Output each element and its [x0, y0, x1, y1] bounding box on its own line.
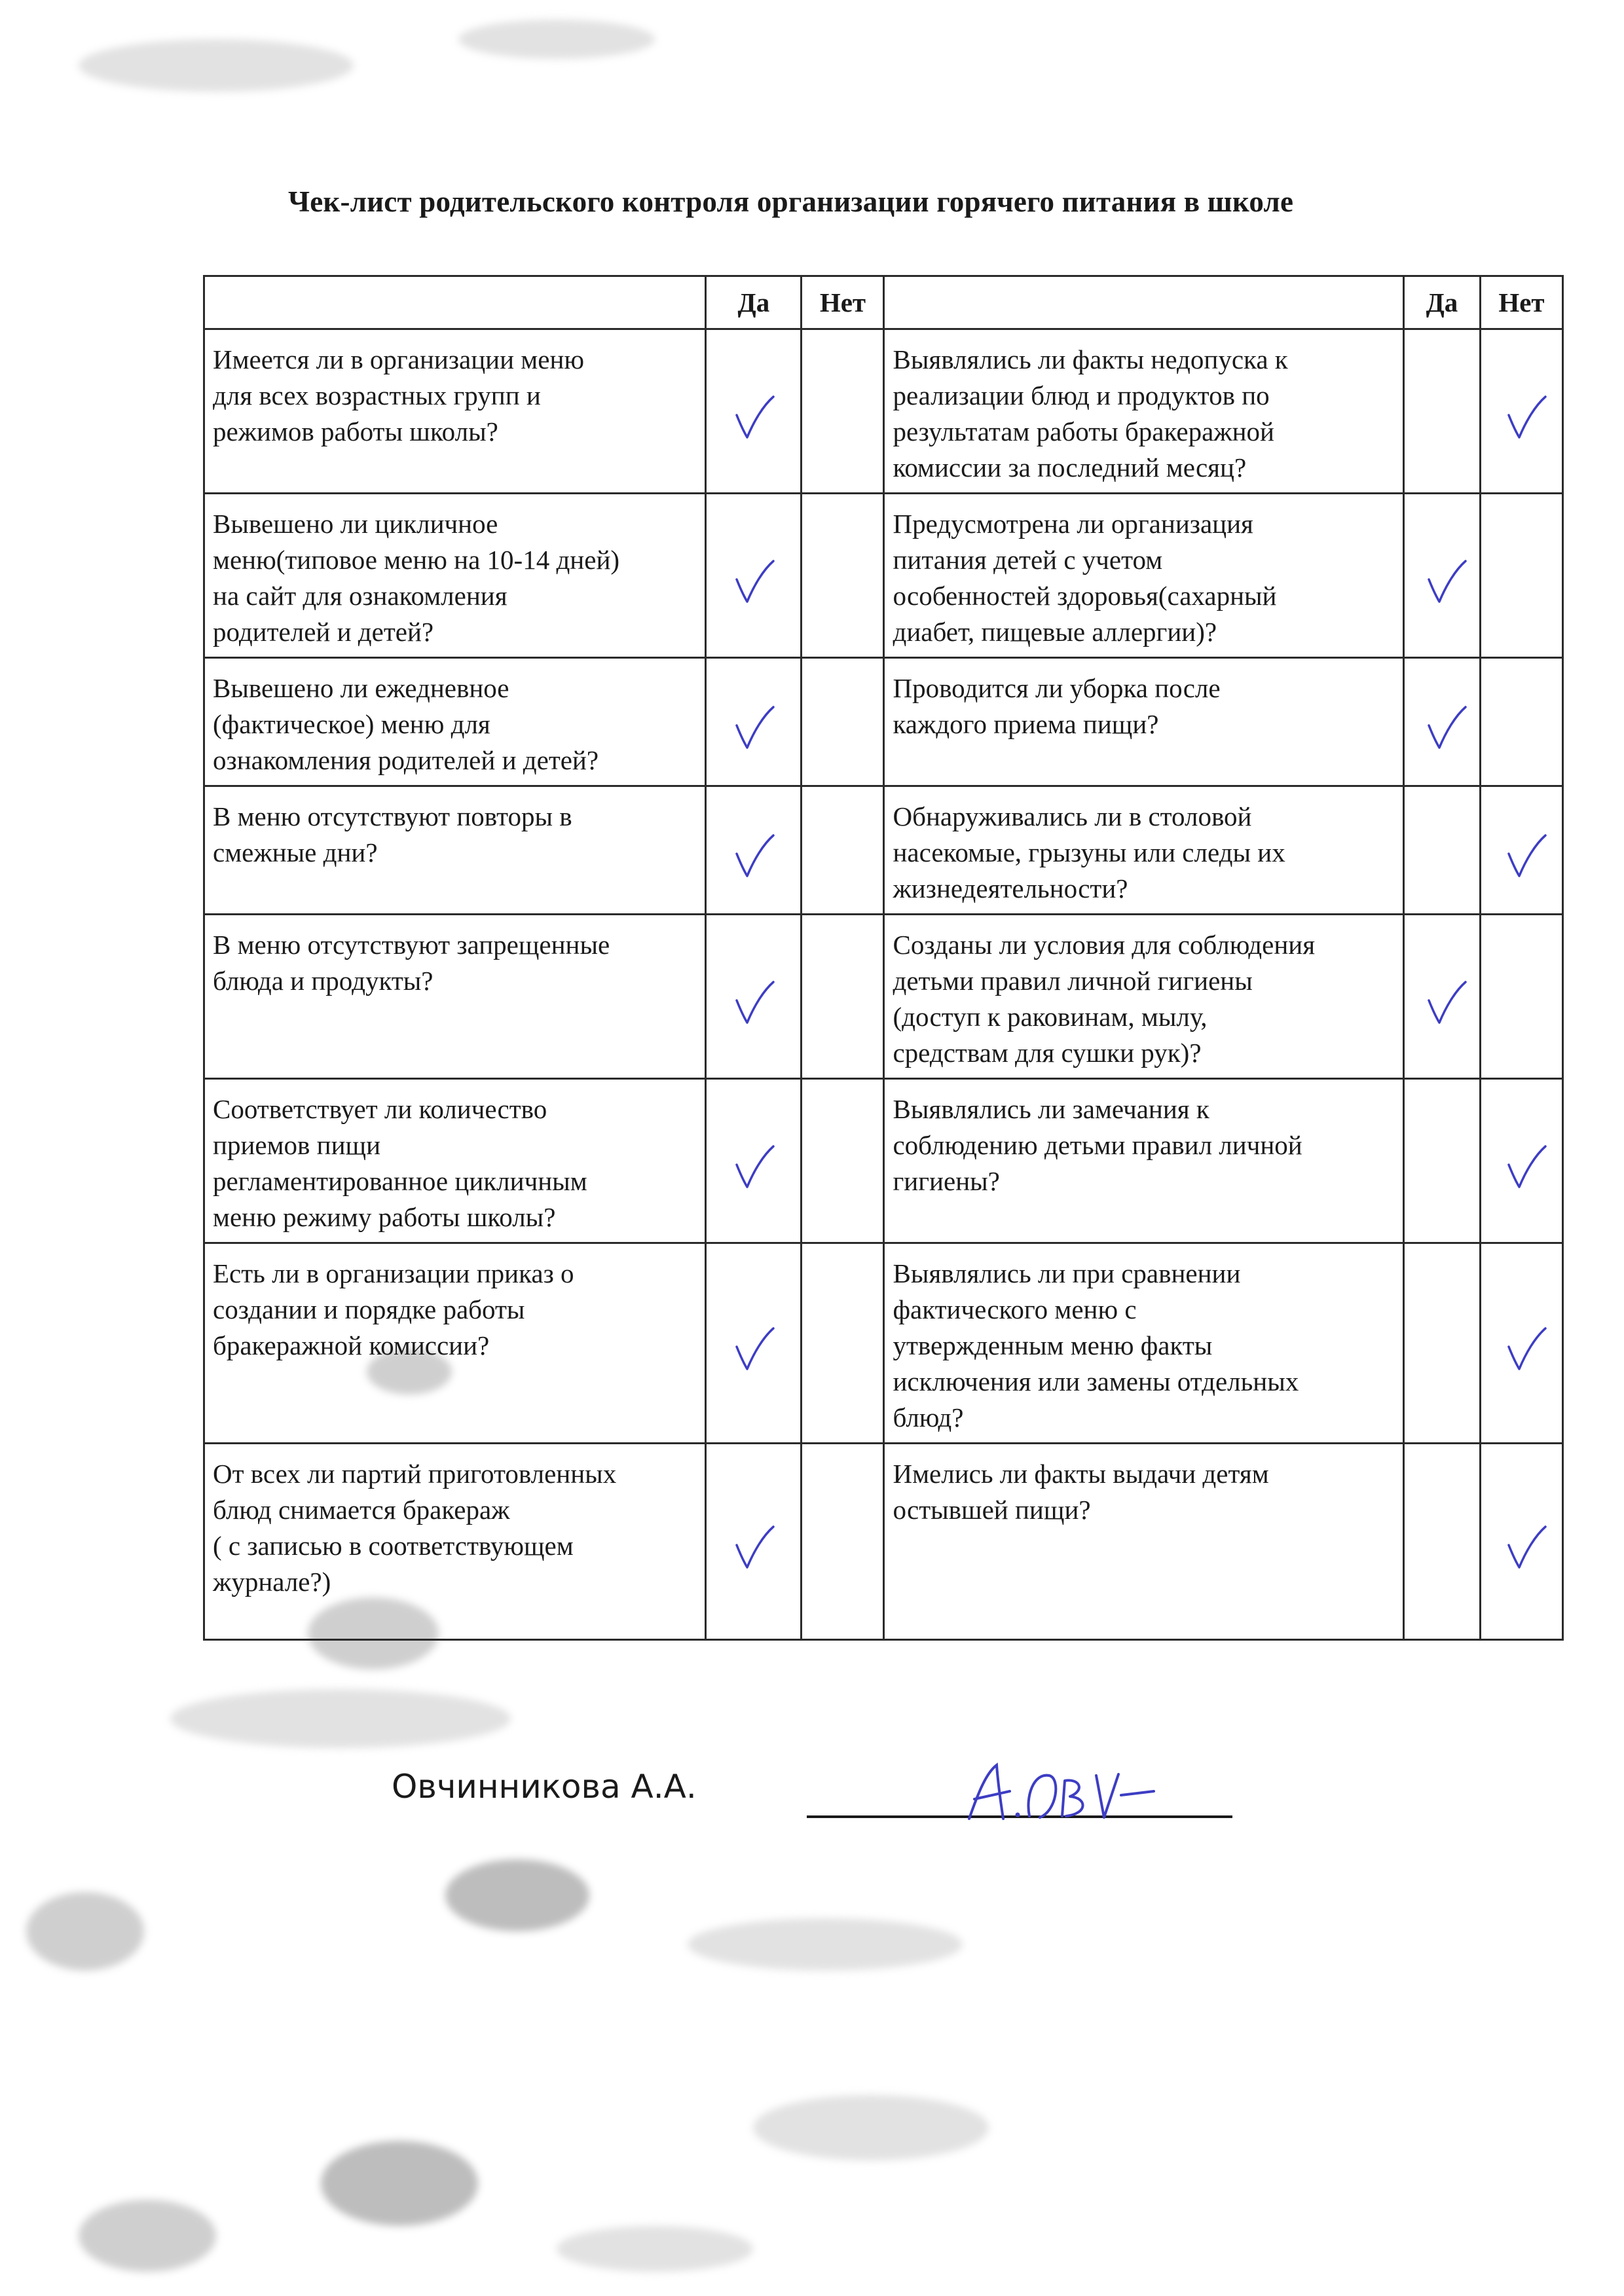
- checkmark-icon: [733, 704, 776, 752]
- cell-no-left: [802, 1444, 884, 1640]
- checkmark-icon: [733, 1326, 776, 1373]
- cell-yes-left: [706, 1444, 802, 1640]
- cell-no-right: [1480, 915, 1562, 1079]
- checklist-table: [203, 275, 1564, 1641]
- cell-yes-right: [1403, 494, 1480, 658]
- question-left: Имеется ли в организации меню для всех возрастных групп и режимов работы школы?: [213, 344, 585, 446]
- cell-yes-right: [1403, 1243, 1480, 1444]
- checkmark-icon: [1425, 979, 1468, 1027]
- table-row: [204, 1079, 1563, 1243]
- table-row: [204, 658, 1563, 786]
- question-right: Выявлялись ли при сравнении фактического меню с утвержденным меню факты исключения или замены отдельных блюд?: [893, 1258, 1299, 1432]
- question-left: В меню отсутствуют запрещенные блюда и продукты?: [213, 930, 610, 996]
- question-right: Проводится ли уборка после каждого приема пищи?: [893, 673, 1221, 739]
- cell-no-right: [1480, 786, 1562, 915]
- question-left: В меню отсутствуют повторы в смежные дни?: [213, 801, 572, 867]
- cell-yes-right: [1403, 329, 1480, 494]
- table-row: [204, 786, 1563, 915]
- header-yes-right: Да: [1403, 276, 1480, 329]
- checkmark-icon: [733, 1524, 776, 1571]
- question-left: Вывешено ли цикличное меню(типовое меню на 10-14 дней) на сайт для ознакомления родителей и детей?: [213, 509, 620, 647]
- checkmark-icon: [733, 833, 776, 880]
- question-right: Выявлялись ли замечания к соблюдению детьми правил личной гигиены?: [893, 1094, 1302, 1196]
- signer-name: Овчинникова А.А.: [392, 1768, 697, 1806]
- question-right: Обнаруживались ли в столовой насекомые, грызуны или следы их жизнедеятельности?: [893, 801, 1285, 903]
- checkmark-icon: [733, 394, 776, 441]
- cell-yes-right: [1403, 915, 1480, 1079]
- checkmark-icon: [1505, 1326, 1548, 1373]
- table-row: [204, 494, 1563, 658]
- cell-yes-left: [706, 1079, 802, 1243]
- cell-yes-left: [706, 494, 802, 658]
- table-row: [204, 329, 1563, 494]
- handwritten-signature: [957, 1758, 1206, 1831]
- cell-yes-left: [706, 915, 802, 1079]
- checkmark-icon: [1505, 1524, 1548, 1571]
- cell-yes-right: [1403, 786, 1480, 915]
- cell-no-left: [802, 1079, 884, 1243]
- cell-yes-right: [1403, 1444, 1480, 1640]
- cell-no-left: [802, 1243, 884, 1444]
- question-left: Соответствует ли количество приемов пищи регламентированное цикличным меню режиму работы школы?: [213, 1094, 587, 1232]
- table-row: [204, 915, 1563, 1079]
- cell-no-left: [802, 786, 884, 915]
- question-left: Вывешено ли ежедневное (фактическое) меню для ознакомления родителей и детей?: [213, 673, 599, 775]
- cell-no-left: [802, 915, 884, 1079]
- checkmark-icon: [733, 1144, 776, 1191]
- checkmark-icon: [733, 558, 776, 606]
- cell-no-right: [1480, 1444, 1562, 1640]
- header-question-right: [884, 276, 1404, 329]
- checkmark-icon: [1505, 394, 1548, 441]
- question-right: Предусмотрена ли организация питания детей с учетом особенностей здоровья(сахарный диабет, пищевые аллергии)?: [893, 509, 1277, 647]
- cell-yes-left: [706, 1243, 802, 1444]
- question-left: Есть ли в организации приказ о создании и порядке работы бракеражной комиссии?: [213, 1258, 574, 1360]
- checkmark-icon: [1505, 833, 1548, 880]
- cell-no-right: [1480, 658, 1562, 786]
- cell-no-right: [1480, 494, 1562, 658]
- header-no-right: Нет: [1480, 276, 1562, 329]
- checkmark-icon: [1425, 704, 1468, 752]
- question-right: Имелись ли факты выдачи детям остывшей пищи?: [893, 1459, 1269, 1525]
- checkmark-icon: [1505, 1144, 1548, 1191]
- question-left: От всех ли партий приготовленных блюд снимается бракераж ( с записью в соответствующем журнале?): [213, 1459, 617, 1597]
- cell-yes-left: [706, 329, 802, 494]
- cell-no-left: [802, 329, 884, 494]
- cell-yes-right: [1403, 658, 1480, 786]
- cell-yes-left: [706, 786, 802, 915]
- table-row: [204, 1444, 1563, 1640]
- signature-icon: [957, 1758, 1206, 1831]
- cell-no-left: [802, 494, 884, 658]
- cell-yes-right: [1403, 1079, 1480, 1243]
- header-no-left: Нет: [802, 276, 884, 329]
- table-header-row: [204, 276, 1563, 329]
- cell-yes-left: [706, 658, 802, 786]
- cell-no-right: [1480, 329, 1562, 494]
- question-right: Выявлялись ли факты недопуска к реализации блюд и продуктов по результатам работы бракеражной комиссии за последний месяц?: [893, 344, 1288, 483]
- cell-no-right: [1480, 1079, 1562, 1243]
- checkmark-icon: [733, 979, 776, 1027]
- header-question-left: [204, 276, 706, 329]
- checkmark-icon: [1425, 558, 1468, 606]
- cell-no-left: [802, 658, 884, 786]
- cell-no-right: [1480, 1243, 1562, 1444]
- table-row: [204, 1243, 1563, 1444]
- page-title: Чек-лист родительского контроля организации горячего питания в школе: [288, 185, 1294, 218]
- header-yes-left: Да: [706, 276, 802, 329]
- question-right: Созданы ли условия для соблюдения детьми правил личной гигиены (доступ к раковинам, мылу, средствам для сушки рук)?: [893, 930, 1316, 1068]
